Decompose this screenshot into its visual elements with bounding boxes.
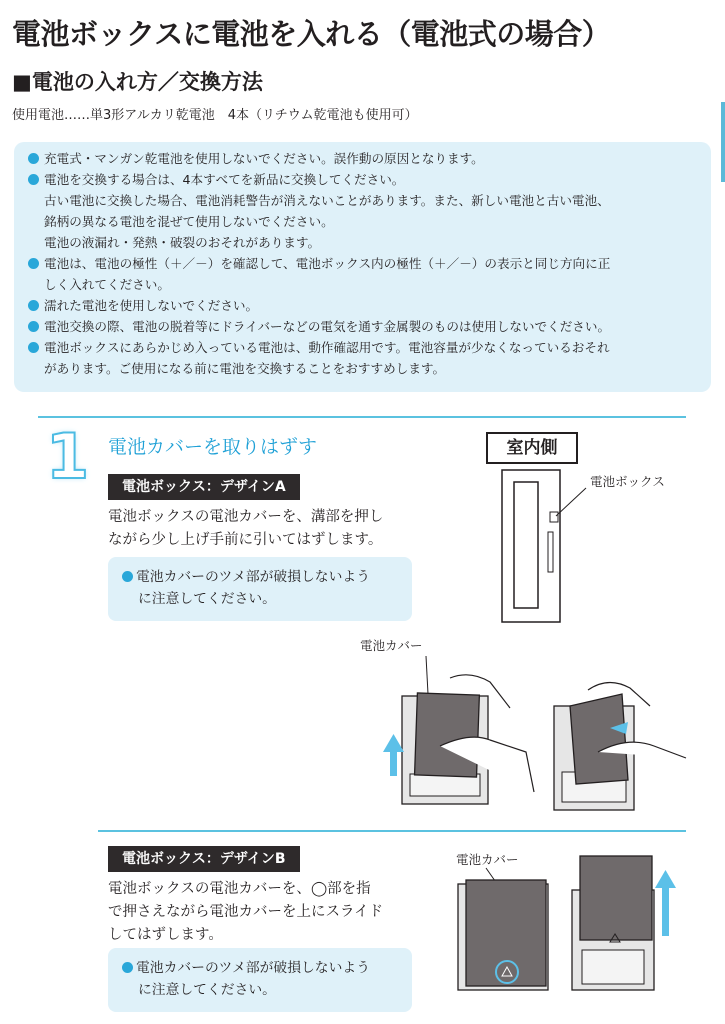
caution-item bbox=[28, 316, 701, 337]
note-line: に注意してください。 bbox=[138, 591, 276, 607]
design-a-label: 電池ボックス：デザインA bbox=[108, 474, 300, 500]
section-divider bbox=[98, 830, 686, 832]
note-text: 電池カバーのツメ部が破損しないよう bbox=[136, 960, 370, 976]
bullet-icon bbox=[28, 153, 39, 164]
bullet-icon bbox=[28, 342, 39, 353]
arrow-up-icon bbox=[383, 734, 404, 752]
battery-compartment bbox=[582, 950, 644, 984]
battery-cover bbox=[415, 693, 480, 777]
door-handle bbox=[548, 532, 553, 572]
design-b-label: 電池ボックス：デザインB bbox=[108, 846, 300, 872]
note-line: に注意してください。 bbox=[138, 982, 276, 998]
section-heading: ■電池の入れ方／交換方法 bbox=[12, 70, 263, 94]
desc-line: 電池ボックスの電池カバーを、溝部を押し bbox=[108, 509, 384, 525]
desc-line: で押さえながら電池カバーを上にスライド bbox=[108, 904, 384, 920]
caution-line: があります。ご使用になる前に電池を交換することをおすすめします。 bbox=[44, 361, 446, 376]
door-illustration bbox=[490, 468, 590, 628]
battery-box-callout: 電池ボックス bbox=[590, 474, 665, 489]
design-a-note bbox=[108, 557, 412, 621]
bullet-icon bbox=[28, 300, 39, 311]
step-title: 電池カバーを取りはずす bbox=[108, 436, 318, 458]
room-side-label: 室内側 bbox=[486, 432, 578, 464]
chapter-tab bbox=[721, 102, 725, 182]
caution-item bbox=[28, 295, 701, 316]
callout-line bbox=[426, 656, 428, 694]
caution-item bbox=[28, 148, 701, 169]
arrow-up-shaft bbox=[390, 750, 397, 776]
bullet-icon bbox=[122, 571, 133, 582]
battery-cover bbox=[570, 694, 628, 784]
caution-line: しく入れてください。 bbox=[44, 277, 170, 292]
battery-spec: 使用電池……単3形アルカリ乾電池 4本（リチウム乾電池も使用可） bbox=[12, 108, 418, 123]
battery-cover bbox=[580, 856, 652, 940]
arrow-up-shaft bbox=[662, 886, 669, 936]
caution-box bbox=[14, 142, 711, 392]
design-b-step-illustration-1 bbox=[456, 866, 556, 996]
battery-cover bbox=[466, 880, 546, 986]
design-a-step-illustration-2 bbox=[548, 676, 698, 816]
door-window bbox=[514, 482, 538, 608]
note-text: 電池カバーのツメ部が破損しないよう bbox=[136, 569, 370, 585]
design-b-description bbox=[108, 878, 383, 947]
bullet-icon bbox=[122, 962, 133, 973]
desc-line: 電池ボックスの電池カバーを、◯部を指 bbox=[108, 881, 371, 897]
caution-line: 充電式・マンガン乾電池を使用しないでください。誤作動の原因となります。 bbox=[44, 151, 484, 166]
cover-callout-a: 電池カバー bbox=[360, 638, 423, 653]
bullet-icon bbox=[28, 321, 39, 332]
bullet-icon bbox=[28, 174, 39, 185]
caution-line: 電池の液漏れ・発熱・破裂のおそれがあります。 bbox=[44, 235, 321, 250]
design-b-step-illustration-2 bbox=[570, 854, 680, 994]
note-line bbox=[122, 957, 412, 979]
desc-line: してはずします。 bbox=[108, 927, 223, 943]
design-a-step-illustration-1 bbox=[380, 650, 550, 820]
caution-line: 銘柄の異なる電池を混ぜて使用しないでください。 bbox=[44, 214, 334, 229]
section-divider bbox=[38, 416, 686, 418]
arrow-up-icon bbox=[655, 870, 676, 888]
design-a-description bbox=[108, 506, 383, 552]
caution-item bbox=[28, 253, 701, 295]
caution-line: 古い電池に交換した場合、電池消耗警告が消えないことがあります。また、新しい電池と古い電池、 bbox=[44, 193, 610, 208]
design-b-note bbox=[108, 948, 412, 1012]
caution-item bbox=[28, 169, 701, 253]
bullet-icon bbox=[28, 258, 39, 269]
page-title: 電池ボックスに電池を入れる（電池式の場合） bbox=[12, 17, 611, 51]
caution-line: 電池は、電池の極性（＋／－）を確認して、電池ボックス内の極性（＋／－）の表示と同じ方向に正 bbox=[44, 256, 611, 271]
caution-line: 電池を交換する場合は、4本すべてを新品に交換してください。 bbox=[44, 172, 405, 187]
step-number: 1 bbox=[46, 420, 90, 493]
caution-line: 電池ボックスにあらかじめ入っている電池は、動作確認用です。電池容量が少なくなっているおそれ bbox=[44, 340, 610, 355]
caution-line: 濡れた電池を使用しないでください。 bbox=[44, 298, 259, 313]
caution-line: 電池交換の際、電池の脱着等にドライバーなどの電気を通す金属製のものは使用しないでください。 bbox=[44, 319, 611, 334]
battery-box-mark bbox=[550, 512, 558, 522]
cover-callout-b: 電池カバー bbox=[456, 852, 519, 867]
caution-item bbox=[28, 337, 701, 379]
note-line bbox=[122, 566, 412, 588]
desc-line: ながら少し上げ手前に引いてはずします。 bbox=[108, 532, 383, 548]
